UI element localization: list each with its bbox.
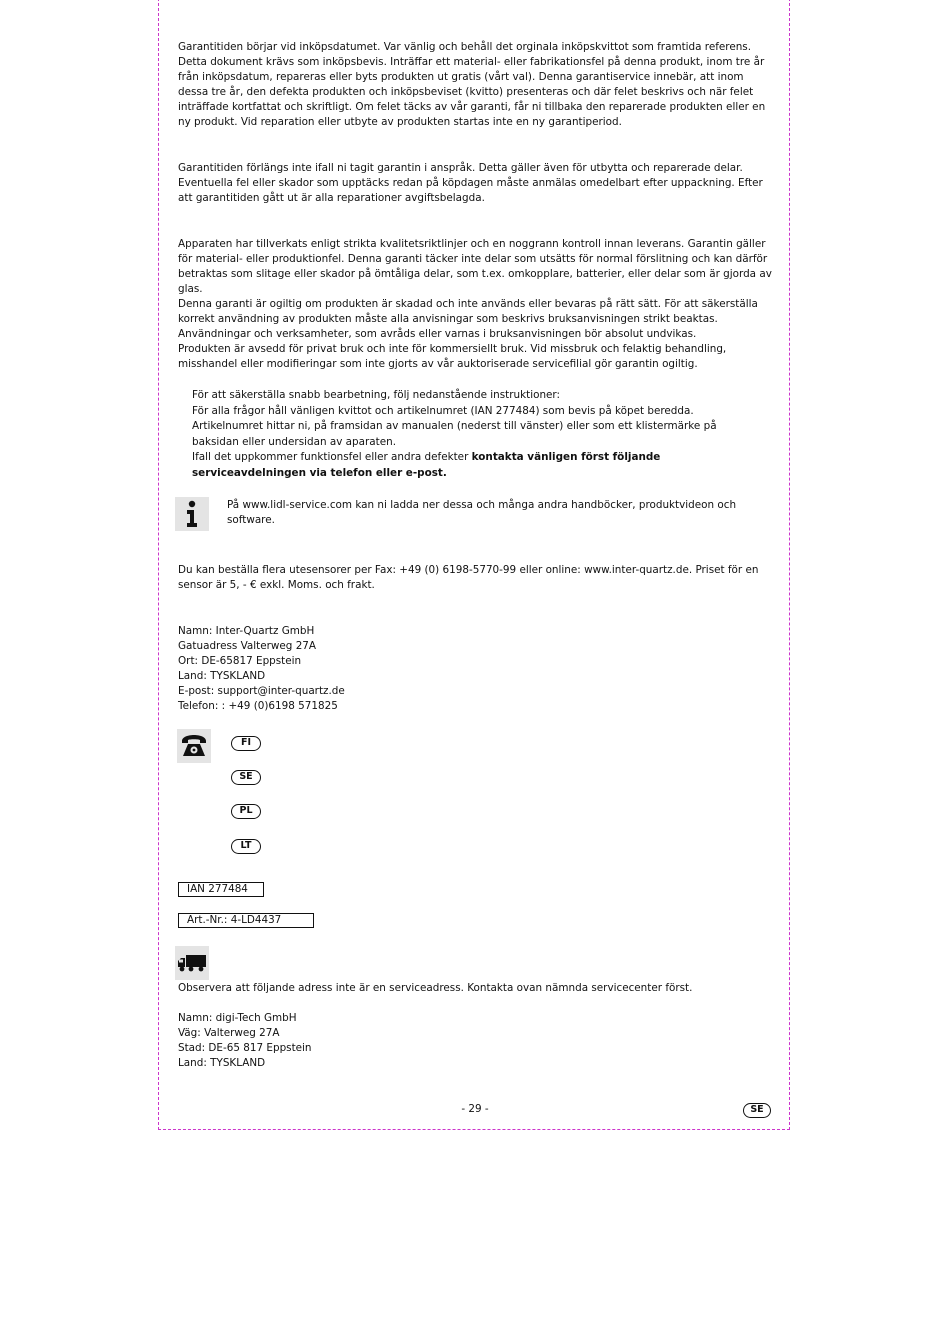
sensor-order-content: Du kan beställa flera utesensorer per Fax: +49 (0) 6198-5770-99 eller online: www.inter-quartz.de. Priset för en sensor är 5, - € exkl. Moms. och frakt. — [178, 564, 759, 591]
contact-name: Namn: Inter-Quartz GmbH — [178, 625, 315, 637]
page-number: - 29 - — [461, 1103, 489, 1115]
warranty-paragraph-2 — [178, 161, 774, 206]
contact-city: Ort: DE-65817 Eppstein — [178, 655, 302, 667]
warranty-text-2: Garantitiden förlängs inte ifall ni tagit garantin i anspråk. Detta gäller även för utbytta och reparerade delar. Eventuella fel eller skador som upptäcks redan på köpdagen måste anmälas omedelbart efter uppackning. Efter att garantitiden gått ut är alla reparationer avgiftsbelagda. — [178, 162, 763, 204]
telephone-icon — [177, 729, 211, 763]
contact-phone: Telefon: : +49 (0)6198 571825 — [178, 700, 338, 712]
warranty-text-3c: Produkten är avsedd för privat bruk och inte för kommersiellt bruk. Vid missbruk och felaktig behandling, misshandel eller modifieringar som inte gjorts av vår auktoriserade servicefilial gör garantin ogiltig. — [178, 343, 727, 370]
service-instructions — [192, 388, 762, 481]
info-text-content: På www.lidl-service.com kan ni ladda ner dessa och många andra handböcker, produktvideon och software. — [227, 499, 737, 526]
info-text — [227, 498, 747, 528]
instruction-line-1: För att säkerställa snabb bearbetning, följ nedanstående instruktioner: — [192, 389, 561, 401]
article-number-box: Art.-Nr.: 4-LD4437 — [178, 913, 314, 928]
telephone-icon-graphic — [180, 734, 208, 758]
country-badge-se: SE — [231, 770, 261, 785]
instruction-line-3: Artikelnumret hittar ni, på framsidan av manualen (nederst till vänster) eller som ett klistermärke på baksidan eller undersidan av aparaten. — [192, 420, 717, 448]
warranty-paragraph-3 — [178, 237, 774, 372]
instruction-line-4-text: Ifall det uppkommer funktionsfel eller andra defekter — [192, 451, 472, 463]
warranty-text-3a: Apparaten har tillverkats enligt strikta kvalitetsriktlinjer och en noggrann kontroll innan leverans. Garantin gäller för material- eller produktionfel. Denna garanti täcker inte delar som utsätts för normal förslitning och kan därför betraktas som slitage eller skador på ömtåliga delar, som t.ex. omkopplare, batterier, eller delar som är gjorda av glas. — [178, 238, 772, 295]
country-badge-lt: LT — [231, 839, 261, 854]
shipping-note: Observera att följande adress inte är en serviceadress. Kontakta ovan nämnda servicecenter först. — [178, 982, 693, 994]
sensor-order-text — [178, 563, 774, 593]
contact-country: Land: TYSKLAND — [178, 670, 266, 682]
info-icon-graphic — [181, 500, 203, 528]
shipping-section — [178, 981, 774, 1071]
shipping-name: Namn: digi-Tech GmbH — [178, 1012, 297, 1024]
contact-email: E-post: support@inter-quartz.de — [178, 685, 345, 697]
info-icon — [175, 497, 209, 531]
service-contact — [178, 624, 774, 714]
truck-icon-graphic — [177, 954, 207, 972]
language-badge: SE — [743, 1103, 771, 1118]
warranty-paragraph-1 — [178, 40, 774, 130]
warranty-text-3b: Denna garanti är ogiltig om produkten är skadad och inte används eller bevaras på rätt sätt. För att säkerställa korrekt användning av produkten måste alla anvisningar som beskrivs bruksanvisningen strikt beaktas. Användningar och verksamheter, som avråds eller varnas i bruksanvisningen bör absolut undvikas. — [178, 298, 758, 340]
shipping-spacer — [178, 996, 774, 1011]
shipping-city: Stad: DE-65 817 Eppstein — [178, 1042, 312, 1054]
country-badge-pl: PL — [231, 804, 261, 819]
ian-box: IAN 277484 — [178, 882, 264, 897]
contact-street: Gatuadress Valterweg 27A — [178, 640, 317, 652]
warranty-text-1: Garantitiden börjar vid inköpsdatumet. Var vänlig och behåll det orginala inköpskvittot som framtida referens. Detta dokument krävs som inköpsbevis. Inträffar ett material- eller fabrikationsfel på denna produkt, inom tre år från inköpsdatum, repareras eller byts produkten ut gratis (vårt val). Denna garantiservice innebär, att inom dessa tre år, den defekta produkten och inköpsbeviset (kvitto) presenteras och där felet beskrivs och när felet inträffade kortfattat och skriftligt. Om felet täcks av vår garanti, får ni tillbaka den reparerade produkten eller en ny produkt. Vid reparation eller utbyte av produkten startas inte en ny garantiperiod. — [178, 41, 766, 128]
shipping-street: Väg: Valterweg 27A — [178, 1027, 280, 1039]
shipping-country: Land: TYSKLAND — [178, 1057, 266, 1069]
instruction-line-2: För alla frågor håll vänligen kvittot och artikelnumret (IAN 277484) som bevis på köpet beredda. — [192, 404, 694, 417]
instruction-line-4 — [192, 450, 762, 481]
instruction-line-4-bold: kontakta vänligen först följande serviceavdelningen via telefon eller e-post. — [192, 451, 661, 479]
truck-icon — [175, 946, 209, 980]
country-badge-fi: FI — [231, 736, 261, 751]
